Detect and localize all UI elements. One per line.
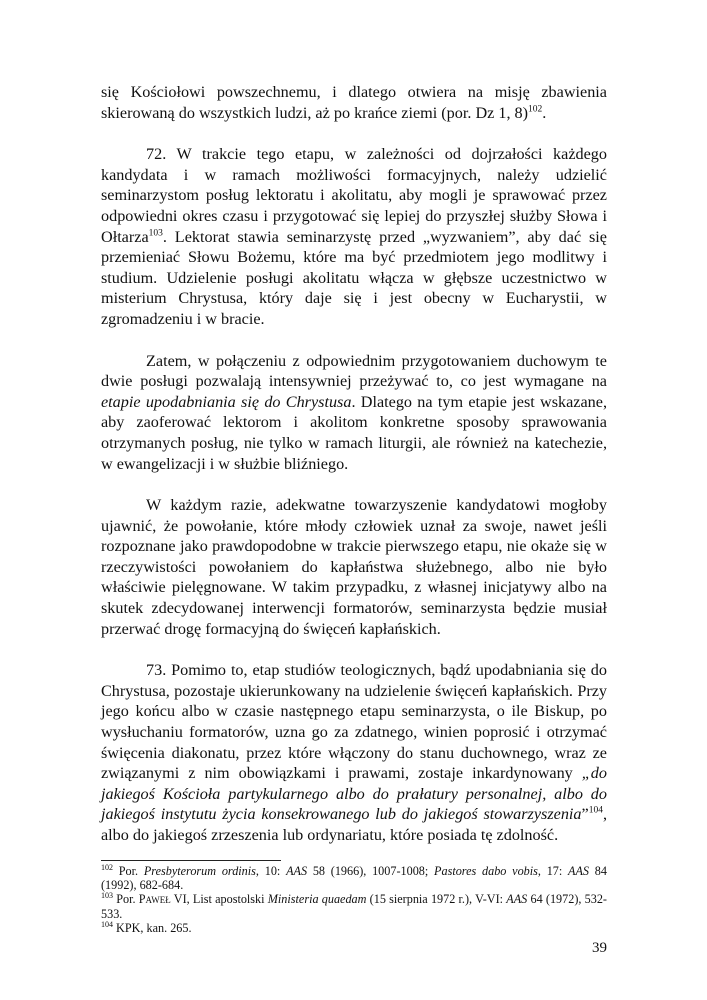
footnote-separator	[101, 860, 281, 861]
footnote-102: $^{102}$ Por. Presbyterorum ordinis, 10: AAS 58 (1966), 1007-1008; Pastores dabo vobis, 17: AAS 84 (1992), 682-684.	[101, 862, 607, 893]
paragraph-72: 72. W trakcie tego etapu, w zależności od dojrzałości każdego kandydata i w ramach możliwości formacyjnych, należy udzielić seminarzystom posług lektoratu i akolitatu, aby mogli je sprawować przez odpowiedni okres czasu i przygotować się lepiej do przyszłej służby Słowa i Ołtarza$^{103}$. Lektorat stawia seminarzystę przed „wyzwaniem”, aby dać się przemieniać Słowu Bożemu, które ma być przedmiotem jego modlitwy i studium. Udzielenie posługi akolitatu włącza w głębsze uczestnictwo w misterium Chrystusa, który daje się i jest obecny w Eucharystii, w zgromadzeniu i w bracie.	[101, 145, 607, 328]
footnote-103: $^{103}$ Por. Paweł VI, List apostolski Ministeria quaedam (15 sierpnia 1972 r.), V-VI: AAS 64 (1972), 532-533.	[101, 891, 607, 921]
footnote-ref-104[interactable]: 104	[588, 806, 603, 817]
paragraph-ministries: Zatem, w połączeniu z odpowiednim przygotowaniem duchowym te dwie posługi pozwalają intensywniej przeżywać to, co jest wymagane na etapie upodabniania się do Chrystusa. Dlatego na tym etapie jest wskazane, aby zaoferować lektorom i akolitom konkretne sposoby sprawowania otrzymanych posług, nie tylko w ramach liturgii, ale również na katechezie, w ewangelizacji i w służbie bliźniego.	[101, 351, 607, 473]
emphasis-text: etapie upodabniania się do Chrystusa	[101, 392, 352, 411]
footnote-ref-102[interactable]: 102	[528, 104, 543, 115]
quotation-text: „do jakiegoś Kościoła partykularnego albo do prałatury personalnej, albo do jakiegoś instytutu życia konsekrowanego lub do jakiegoś stowarzyszenia	[101, 764, 607, 824]
footnotes	[101, 864, 607, 935]
page-number: 39	[592, 940, 607, 956]
main-text	[101, 82, 607, 846]
paragraph-73: 73. Pomimo to, etap studiów teologicznych, bądź upodabniania się do Chrystusa, pozostaje ukierunkowany na udzielenie święceń kapłańskich. Przy jego końcu albo w czasie następnego etapu seminarzysta, o ile Biskup, po wysłuchaniu formatorów, uzna go za zdatnego, winien poprosić i otrzymać święcenia diakonatu, przez które włączony do stanu duchownego, wraz ze związanymi z nim obowiązkami i prawami, zostaje inkardynowany „do jakiegoś Kościoła partykularnego albo do prałatury personalnej, albo do jakiegoś instytutu życia konsekrowanego lub do jakiegoś stowarzyszenia”$^{104}$, albo do jakiegoś zrzeszenia lub ordynariatu, które posiada tę zdolność.	[101, 661, 607, 844]
paragraph-continuation: się Kościołowi powszechnemu, i dlatego otwiera na misję zbawienia skierowaną do wszystkich ludzi, aż po krańce ziemi (por. Dz 1, 8)$^{102}$.	[101, 83, 607, 122]
footnote-104: $^{104}$ KPK, kan. 265.	[101, 919, 192, 935]
footnote-ref-103[interactable]: 103	[148, 228, 163, 239]
paragraph-discernment: W każdym razie, adekwatne towarzyszenie kandydatowi mogłoby ujawnić, że powołanie, które młody człowiek uznał za swoje, nawet jeśli rozpoznane jako prawdopodobne w trakcie pierwszego etapu, nie okaże się w rzeczywistości powołaniem do kapłaństwa służebnego, albo nie było właściwie pielęgnowane. W takim przypadku, z własnej inicjatywy albo na skutek zdecydowanej interwencji formatorów, seminarzysta będzie musiał przerwać drogę formacyjną do święceń kapłańskich.	[101, 496, 607, 638]
